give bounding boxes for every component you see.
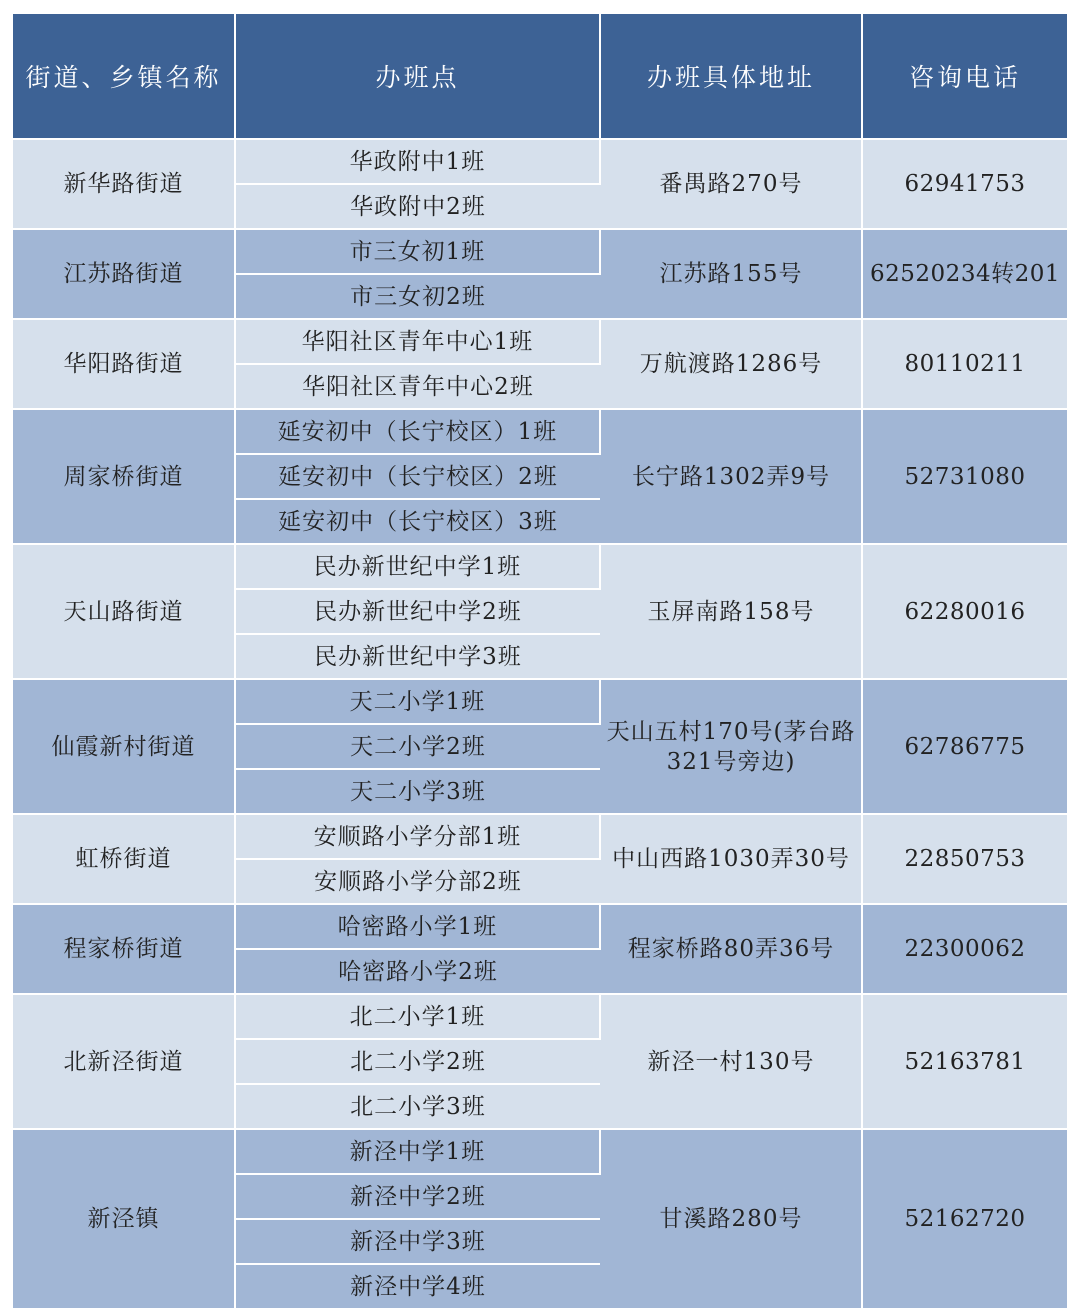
- header-phone: 咨询电话: [862, 14, 1067, 139]
- class-location-cell: 华阳社区青年中心1班: [235, 319, 600, 364]
- class-location-cell: 安顺路小学分部1班: [235, 814, 600, 859]
- table-header: [13, 14, 1067, 139]
- address-cell: 万航渡路1286号: [600, 319, 862, 409]
- address-cell: 番禺路270号: [600, 139, 862, 229]
- table-body: [13, 139, 1067, 1309]
- phone-cell: 62941753: [862, 139, 1067, 229]
- class-location-cell: 天二小学1班: [235, 679, 600, 724]
- class-location-cell: 华政附中2班: [235, 184, 600, 229]
- phone-cell: 80110211: [862, 319, 1067, 409]
- class-location-cell: 民办新世纪中学3班: [235, 634, 600, 679]
- table-row: [13, 544, 1067, 589]
- district-cell: 天山路街道: [13, 544, 235, 679]
- phone-cell: 22300062: [862, 904, 1067, 994]
- phone-cell: 62520234转201: [862, 229, 1067, 319]
- address-cell: 新泾一村130号: [600, 994, 862, 1129]
- class-location-cell: 华政附中1班: [235, 139, 600, 184]
- table-row: [13, 679, 1067, 724]
- class-location-cell: 北二小学1班: [235, 994, 600, 1039]
- header-row: [13, 14, 1067, 139]
- district-cell: 华阳路街道: [13, 319, 235, 409]
- address-cell: 程家桥路80弄36号: [600, 904, 862, 994]
- class-location-cell: 天二小学2班: [235, 724, 600, 769]
- phone-cell: 52731080: [862, 409, 1067, 544]
- district-cell: 仙霞新村街道: [13, 679, 235, 814]
- class-location-cell: 华阳社区青年中心2班: [235, 364, 600, 409]
- district-cell: 周家桥街道: [13, 409, 235, 544]
- class-location-cell: 天二小学3班: [235, 769, 600, 814]
- table-row: [13, 994, 1067, 1039]
- address-cell: 天山五村170号(茅台路321号旁边): [600, 679, 862, 814]
- class-location-cell: 市三女初2班: [235, 274, 600, 319]
- class-location-cell: 新泾中学3班: [235, 1219, 600, 1264]
- phone-cell: 22850753: [862, 814, 1067, 904]
- class-location-cell: 北二小学3班: [235, 1084, 600, 1129]
- class-location-cell: 哈密路小学2班: [235, 949, 600, 994]
- class-location-cell: 新泾中学4班: [235, 1264, 600, 1309]
- district-cell: 新泾镇: [13, 1129, 235, 1309]
- class-schedule-table-container: [13, 14, 1067, 1310]
- address-cell: 玉屏南路158号: [600, 544, 862, 679]
- phone-cell: 52162720: [862, 1129, 1067, 1309]
- district-cell: 虹桥街道: [13, 814, 235, 904]
- address-cell: 甘溪路280号: [600, 1129, 862, 1309]
- class-location-cell: 市三女初1班: [235, 229, 600, 274]
- class-location-cell: 延安初中（长宁校区）2班: [235, 454, 600, 499]
- header-district: 街道、乡镇名称: [13, 14, 235, 139]
- class-location-cell: 北二小学2班: [235, 1039, 600, 1084]
- class-location-cell: 哈密路小学1班: [235, 904, 600, 949]
- table-row: [13, 409, 1067, 454]
- table-row: [13, 319, 1067, 364]
- header-class-location: 办班点: [235, 14, 600, 139]
- table-row: [13, 904, 1067, 949]
- class-location-cell: 新泾中学1班: [235, 1129, 600, 1174]
- class-location-cell: 安顺路小学分部2班: [235, 859, 600, 904]
- class-schedule-table: [13, 14, 1067, 1310]
- header-address: 办班具体地址: [600, 14, 862, 139]
- table-row: [13, 814, 1067, 859]
- district-cell: 北新泾街道: [13, 994, 235, 1129]
- table-row: [13, 1129, 1067, 1174]
- class-location-cell: 新泾中学2班: [235, 1174, 600, 1219]
- address-cell: 中山西路1030弄30号: [600, 814, 862, 904]
- address-cell: 江苏路155号: [600, 229, 862, 319]
- table-row: [13, 229, 1067, 274]
- class-location-cell: 延安初中（长宁校区）3班: [235, 499, 600, 544]
- phone-cell: 62280016: [862, 544, 1067, 679]
- class-location-cell: 民办新世纪中学1班: [235, 544, 600, 589]
- district-cell: 程家桥街道: [13, 904, 235, 994]
- phone-cell: 52163781: [862, 994, 1067, 1129]
- address-cell: 长宁路1302弄9号: [600, 409, 862, 544]
- district-cell: 新华路街道: [13, 139, 235, 229]
- class-location-cell: 民办新世纪中学2班: [235, 589, 600, 634]
- district-cell: 江苏路街道: [13, 229, 235, 319]
- class-location-cell: 延安初中（长宁校区）1班: [235, 409, 600, 454]
- phone-cell: 62786775: [862, 679, 1067, 814]
- table-row: [13, 139, 1067, 184]
